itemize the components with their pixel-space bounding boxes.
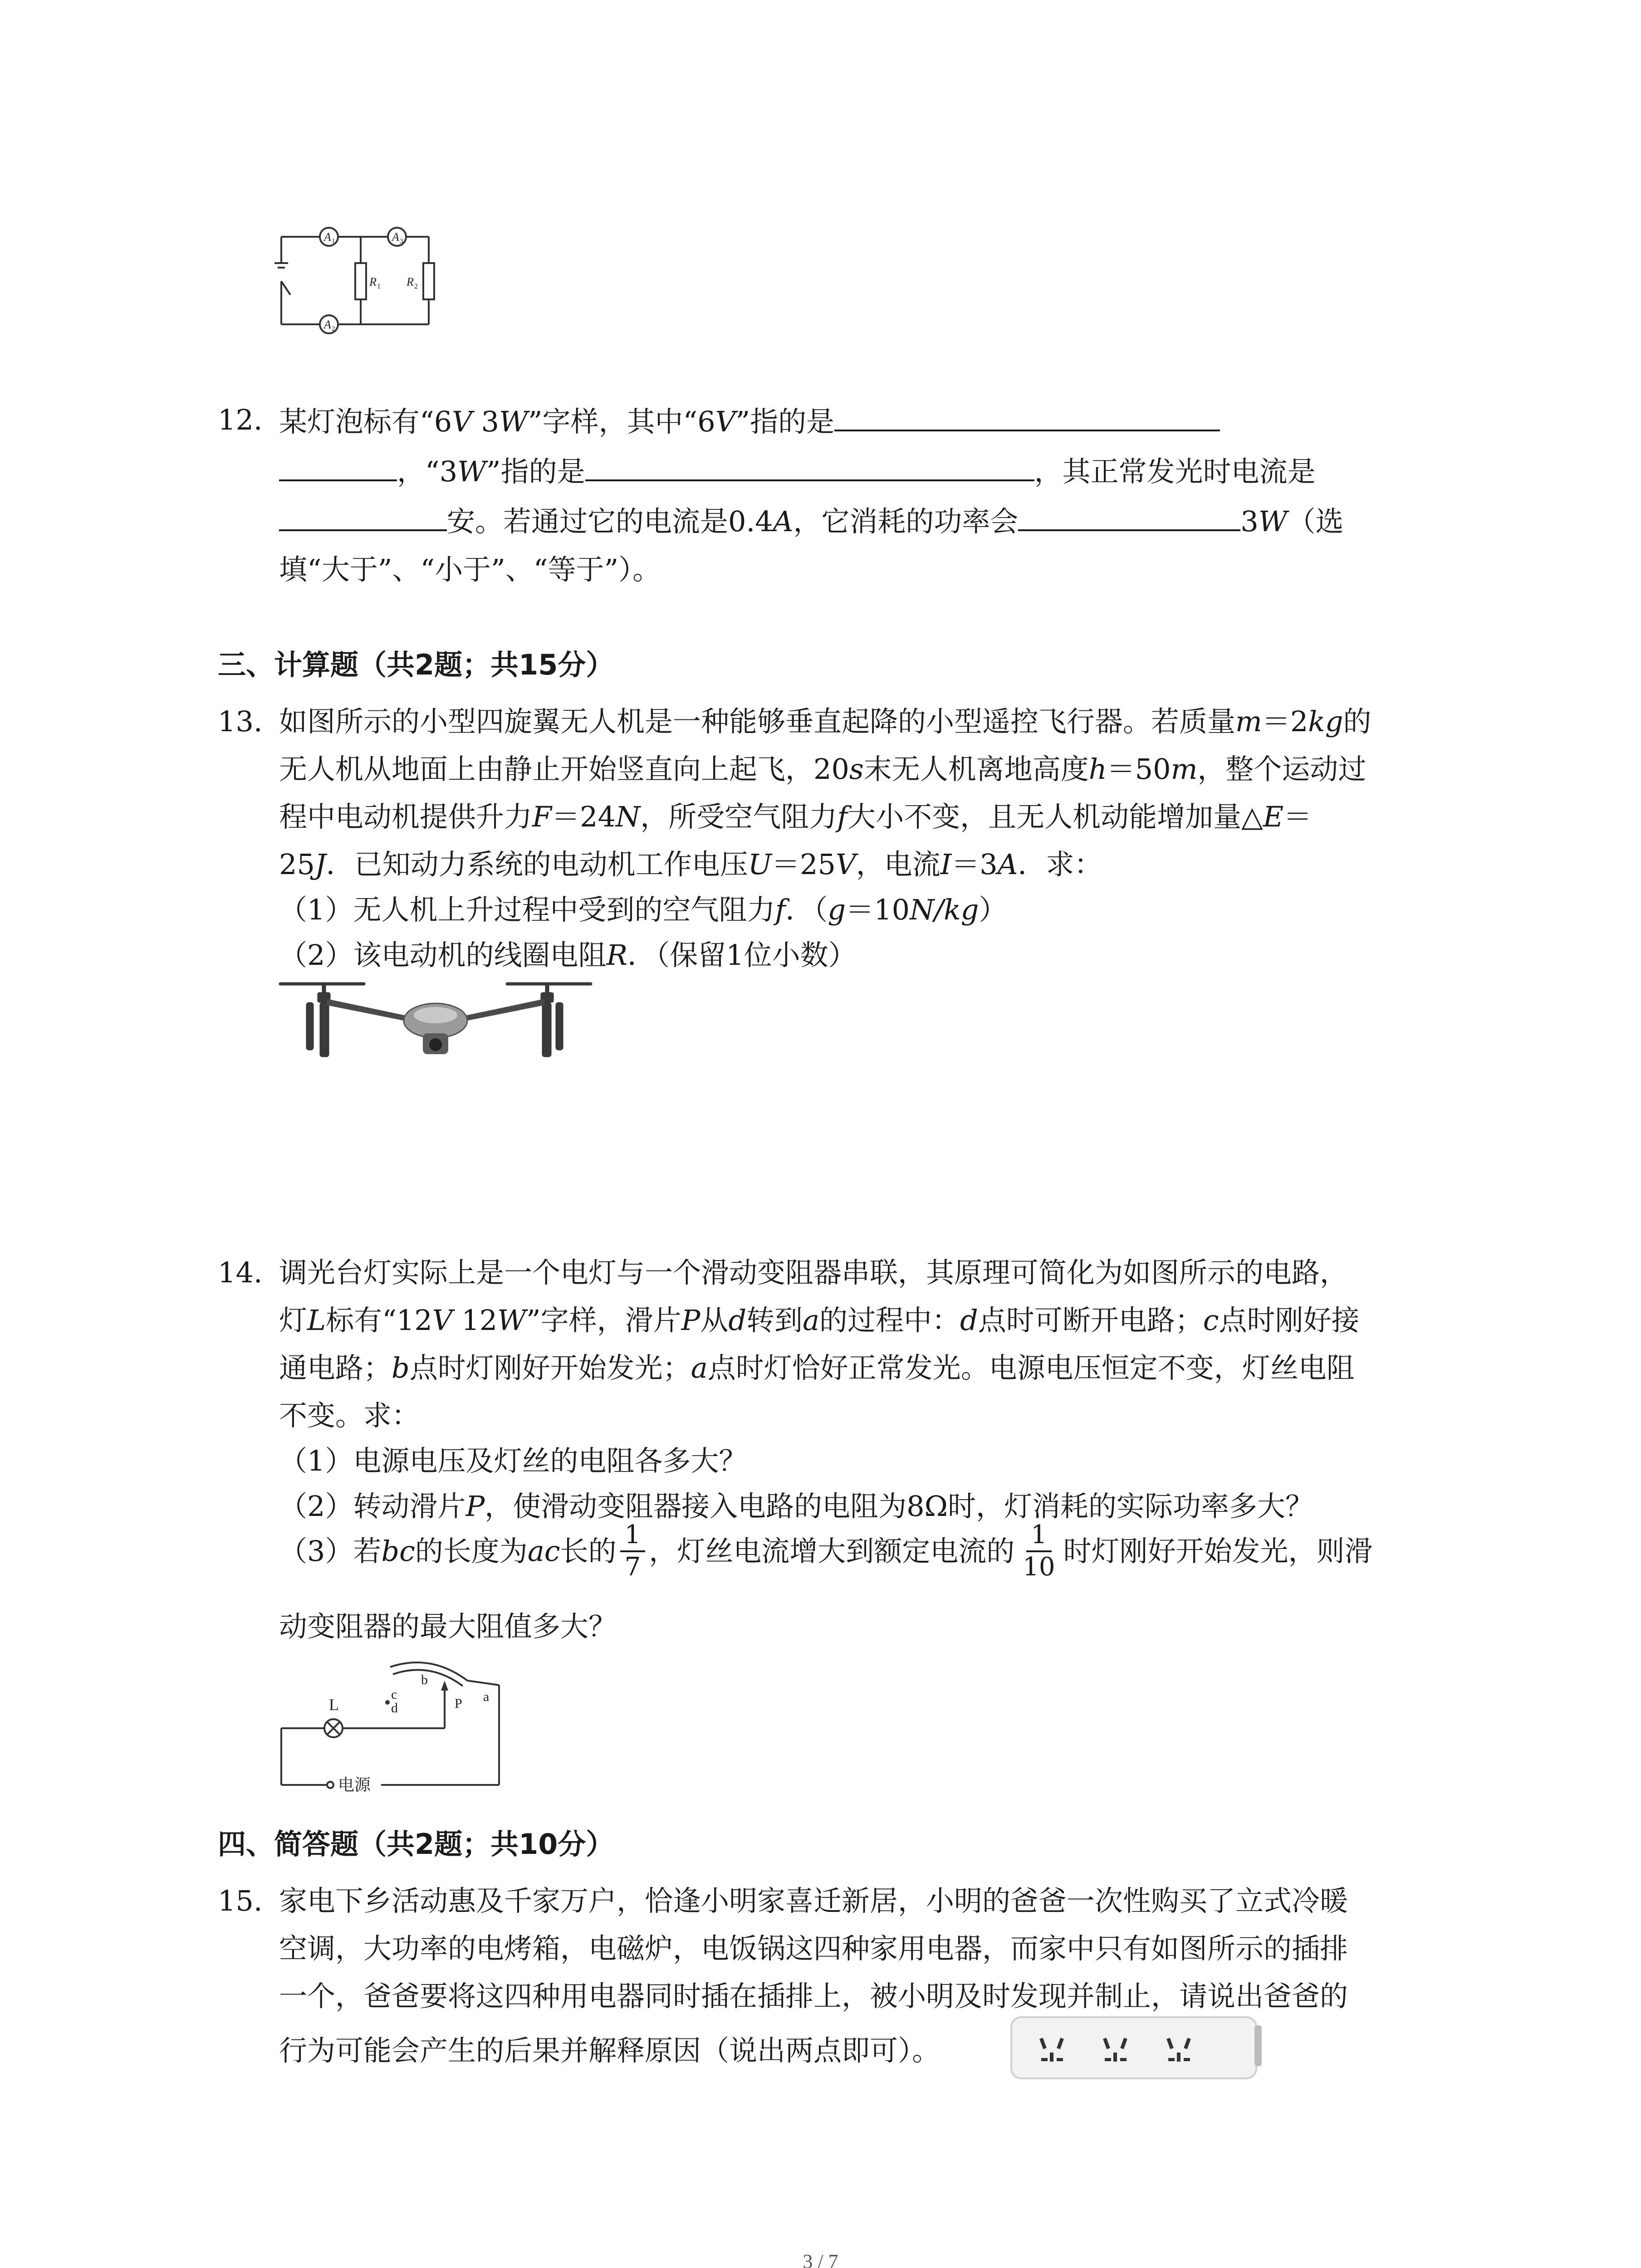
question-13-part-2: （2）该电动机的线圈电阻R．（保留1位小数） <box>279 938 857 972</box>
parallel-circuit-diagram <box>272 213 445 349</box>
question-12-line-2: ，“3W”指的是 ，其正常发光时电流是 <box>279 456 1316 486</box>
question-15-line-4: 行为可能会产生的后果并解释原因（说出两点即可）。 <box>279 2034 941 2067</box>
question-14-part-1: （1）电源电压及灯丝的电阻各多大？ <box>279 1444 747 1477</box>
dimmer-circuit-diagram <box>277 1649 504 1794</box>
page-number: 3 / 7 <box>803 2250 838 2268</box>
resistor-r2-sub: 2 <box>414 283 418 290</box>
question-13-line-4: 25J．已知动力系统的电动机工作电压U＝25V，电流I＝3A．求： <box>279 848 1102 881</box>
question-13-line-3: 程中电动机提供升力F＝24N，所受空气阻力f大小不变，且无人机动能增加量△E＝ <box>279 800 1312 833</box>
resistor-r1-label: R <box>369 275 377 288</box>
answer-blank-2[interactable] <box>279 456 397 481</box>
question-15-line-1: 家电下乡活动惠及千家万户，恰逢小明家喜迁新居，小明的爸爸一次性购买了立式冷暖 <box>279 1884 1348 1917</box>
question-14-part-3: （3）若bc的长度为ac长的 $\frac{1}{7}$ ，灯丝电流增大到额定电流的 $\frac{1}{10}$ 时灯刚好开始发光，则滑 <box>279 1520 1373 1582</box>
question-13-number: 13. <box>218 705 263 738</box>
question-13-part-1: （1）无人机上升过程中受到的空气阻力f．（g＝10N/kg） <box>279 893 1007 926</box>
section-4-heading: 四、简答题（共2题；共10分） <box>218 1828 614 1861</box>
question-15-number: 15. <box>218 1884 263 1917</box>
question-13-line-2: 无人机从地面上由静止开始竖直向上起飞，20s末无人机离地高度h＝50m，整个运动过 <box>279 753 1367 786</box>
answer-blank-3[interactable] <box>585 456 1034 481</box>
contact-c-label: c <box>391 1687 397 1702</box>
answer-blank-1[interactable] <box>834 406 1220 431</box>
resistor-r1-sub: 1 <box>377 283 381 290</box>
power-strip-image <box>1009 2007 1264 2089</box>
lamp-label: L <box>329 1696 339 1714</box>
resistor-r2-label: R <box>407 275 414 288</box>
answer-blank-4[interactable] <box>279 506 447 531</box>
ammeter-a2-label: A <box>324 318 331 331</box>
question-12-line-1: 某灯泡标有“6V 3W”字样，其中“6V”指的是 <box>279 406 1220 436</box>
question-14-number: 14. <box>218 1256 263 1289</box>
ammeter-a2-sub: 2 <box>332 325 335 332</box>
ammeter-a1-sub: 1 <box>332 238 335 245</box>
question-12-line-4: 填“大于”、“小于”、“等于”）。 <box>279 553 661 586</box>
fraction-one-seventh: $\frac{1}{7}$ <box>620 1522 646 1581</box>
question-14-part-2: （2）转动滑片P，使滑动变阻器接入电路的电阻为8Ω时，灯消耗的实际功率多大？ <box>279 1490 1314 1523</box>
fraction-one-tenth: $\frac{1}{10}$ <box>1023 1520 1055 1582</box>
question-14-line-3: 通电路；b点时灯刚好开始发光；a点时灯恰好正常发光。电源电压恒定不变，灯丝电阻 <box>279 1351 1355 1384</box>
question-13-line-1: 如图所示的小型四旋翼无人机是一种能够垂直起降的小型遥控飞行器。若质量m＝2kg的 <box>279 705 1372 738</box>
question-12-number: 12. <box>218 403 263 436</box>
section-3-heading: 三、计算题（共2题；共15分） <box>218 648 614 681</box>
question-12-line-3: 安。若通过它的电流是0.4A，它消耗的功率会 3W（选 <box>279 506 1344 536</box>
ammeter-a1-label: A <box>324 230 331 244</box>
power-source-label: 电源 <box>338 1776 371 1794</box>
question-14-line-last: 动变阻器的最大阻值多大？ <box>279 1610 617 1643</box>
contact-d-label: d <box>391 1701 398 1716</box>
slider-p-label: P <box>455 1696 462 1711</box>
question-14-line-2: 灯L标有“12V 12W”字样，滑片P从d转到a的过程中：d点时可断开电路；c点时刚好接 <box>279 1304 1360 1337</box>
question-14-line-4: 不变。求： <box>279 1399 420 1432</box>
question-15-line-3: 一个，爸爸要将这四种用电器同时插在插排上，被小明及时发现并制止，请说出爸爸的 <box>279 1980 1348 2013</box>
question-14-line-1: 调光台灯实际上是一个电灯与一个滑动变阻器串联，其原理可简化为如图所示的电路， <box>279 1256 1348 1289</box>
ammeter-a3-label: A <box>392 230 399 244</box>
answer-blank-5[interactable] <box>1018 506 1240 531</box>
question-15-line-2: 空调，大功率的电烤箱，电磁炉，电饭锅这四种家用电器，而家中只有如图所示的插排 <box>279 1932 1348 1965</box>
contact-b-label: b <box>421 1672 428 1687</box>
drone-image <box>277 975 594 1070</box>
contact-a-label: a <box>483 1689 490 1704</box>
ammeter-a3-sub: 3 <box>400 238 403 245</box>
